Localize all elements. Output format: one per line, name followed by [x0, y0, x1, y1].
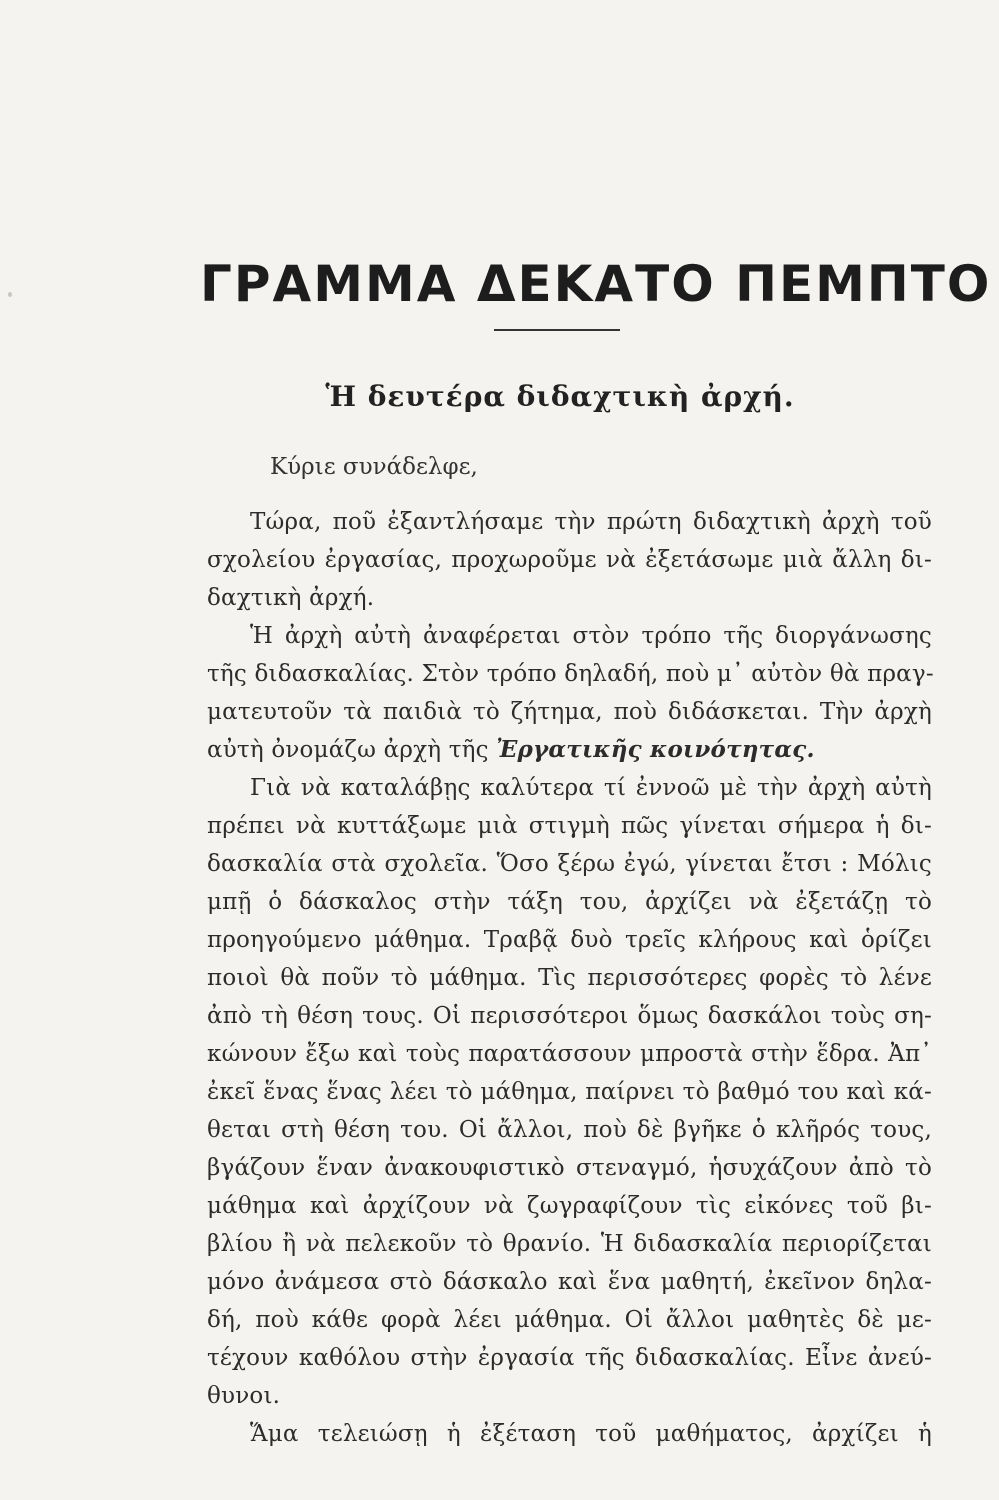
section-subtitle: Ἡ δευτέρα διδαχτικὴ ἀρχή. [325, 380, 795, 413]
text-line: τῆς διδασκαλίας. Στὸν τρόπο δηλαδή, ποὺ μ᾽ αὐτὸν θὰ πραγ- [207, 661, 934, 687]
title-divider [494, 329, 620, 331]
chapter-title: ΓΡΑΜΜΑ ΔΕΚΑΤΟ ΠΕΜΠΤΟ [200, 255, 992, 313]
text-line: τέχουν καθόλου στὴν ἐργασία τῆς διδασκαλίας. Εἶνε ἀνεύ- [207, 1345, 932, 1371]
text-line: πρέπει νὰ κυττάξωμε μιὰ στιγμὴ πῶς γίνεται σήμερα ἡ δι- [207, 813, 932, 839]
emphasized-term: Ἐργατικῆς κοινότητας. [496, 736, 815, 763]
text-line: Τώρα, ποῦ ἐξαντλήσαμε τὴν πρώτη διδαχτικὴ ἀρχὴ τοῦ [250, 509, 932, 535]
text-line: μάθημα καὶ ἀρχίζουν νὰ ζωγραφίζουν τὶς εἰκόνες τοῦ βι- [207, 1193, 932, 1219]
text-line: δαχτικὴ ἀρχή. [207, 585, 375, 611]
text-line: Γιὰ νὰ καταλάβῃς καλύτερα τί ἐννοῶ μὲ τὴν ἀρχὴ αὐτὴ [250, 775, 932, 801]
text-line: βλίου ἢ νὰ πελεκοῦν τὸ θρανίο. Ἡ διδασκαλία περιορίζεται [207, 1231, 932, 1257]
salutation: Κύριε συνάδελφε, [270, 454, 478, 480]
text-line: μπῇ ὁ δάσκαλος στὴν τάξη του, ἀρχίζει νὰ ἐξετάζῃ τὸ [207, 889, 932, 915]
paper-speck [8, 292, 12, 297]
text-line: ἀπὸ τὴ θέση τους. Οἱ περισσότεροι ὅμως δασκάλοι τοὺς ση- [207, 1003, 932, 1029]
text-line: δασκαλία στὰ σχολεῖα. Ὅσο ξέρω ἐγώ, γίνεται ἔτσι : Μόλις [207, 851, 932, 877]
text-line: προηγούμενο μάθημα. Τραβᾷ δυὸ τρεῖς κλήρους καὶ ὁρίζει [207, 927, 932, 953]
text-line [207, 735, 815, 765]
text-line: ματευτοῦν τὰ παιδιὰ τὸ ζήτημα, ποὺ διδάσκεται. Τὴν ἀρχὴ [207, 699, 932, 725]
text-line: Ἡ ἀρχὴ αὐτὴ ἀναφέρεται στὸν τρόπο τῆς διοργάνωσης [250, 623, 932, 649]
text-line: θυνοι. [207, 1383, 281, 1409]
text-line: δή, ποὺ κάθε φορὰ λέει μάθημα. Οἱ ἄλλοι μαθητὲς δὲ με- [207, 1307, 932, 1333]
text-line: Ἅμα τελειώσῃ ἡ ἐξέταση τοῦ μαθήματος, ἀρχίζει ἡ [250, 1421, 932, 1447]
text-line: σχολείου ἐργασίας, προχωροῦμε νὰ ἐξετάσωμε μιὰ ἄλλη δι- [207, 547, 932, 573]
text-line: κώνουν ἔξω καὶ τοὺς παρατάσσουν μπροστὰ στὴν ἕδρα. Ἀπ᾽ [207, 1041, 932, 1067]
text-segment: αὐτὴ ὀνομάζω ἀρχὴ τῆς [207, 737, 489, 763]
text-line: ποιοὶ θὰ ποῦν τὸ μάθημα. Τὶς περισσότερες φορὲς τὸ λένε [207, 965, 932, 991]
text-line: μόνο ἀνάμεσα στὸ δάσκαλο καὶ ἕνα μαθητή, ἐκεῖνον δηλα- [207, 1269, 932, 1295]
text-line: ἐκεῖ ἕνας ἕνας λέει τὸ μάθημα, παίρνει τὸ βαθμό του καὶ κά- [207, 1079, 932, 1105]
text-line: βγάζουν ἕναν ἀνακουφιστικὸ στεναγμό, ἡσυχάζουν ἀπὸ τὸ [207, 1155, 932, 1181]
text-line: θεται στὴ θέση του. Οἱ ἄλλοι, ποὺ δὲ βγῆκε ὁ κλῆρός τους, [207, 1117, 932, 1143]
